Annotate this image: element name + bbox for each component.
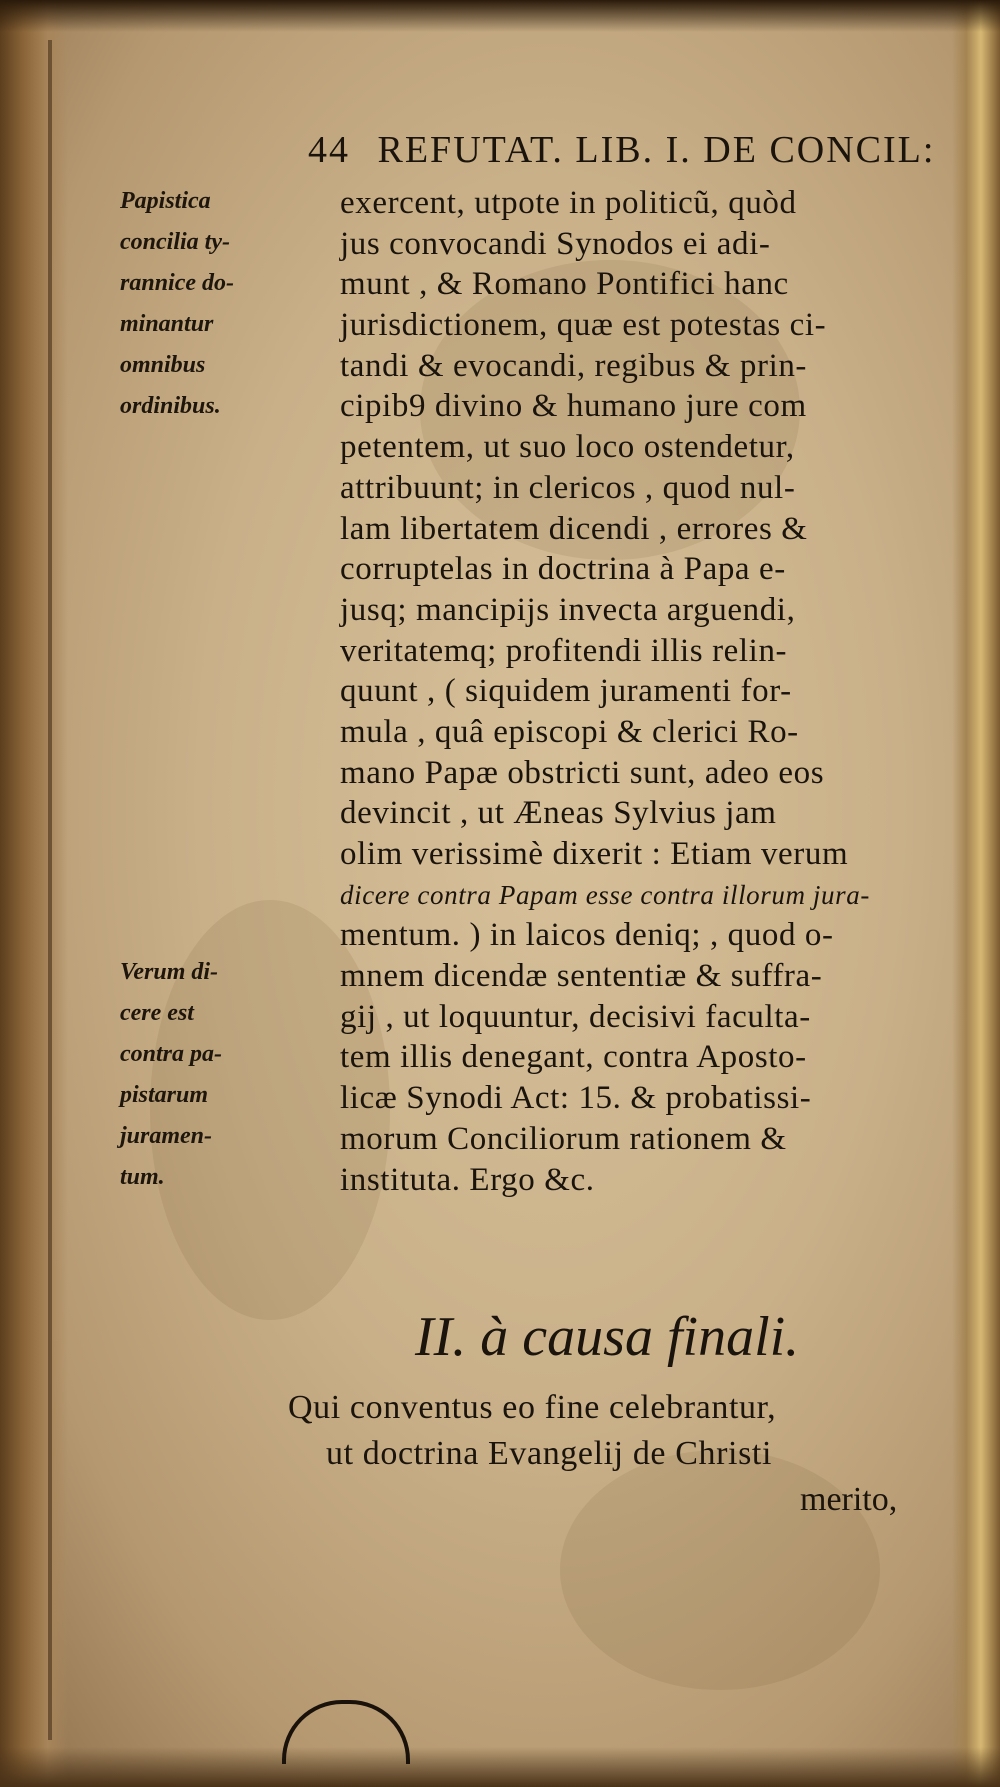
body-line: devincit , ut Æneas Sylvius jam	[340, 795, 777, 832]
body-line: mano Papæ obstricti sunt, adeo eos	[340, 754, 825, 791]
margin-note-papistica	[120, 181, 300, 427]
body-line: gij , ut loquuntur, decisivi faculta-	[340, 998, 811, 1035]
body-line: exercent, utpote in politicũ, quòd	[340, 185, 797, 221]
section-heading: II. à causa finali.	[415, 1306, 800, 1368]
body-line: mnem dicendæ sententiæ & suffra-	[340, 958, 823, 995]
margin-note-line: Papistica	[120, 188, 211, 214]
body-line: jusq; mancipijs invecta arguendi,	[340, 591, 796, 628]
margin-note-line: juramen-	[120, 1123, 213, 1149]
margin-note-line: pistarum	[120, 1082, 209, 1108]
body-line: tandi & evocandi, regibus & prin-	[340, 347, 808, 384]
body-line: licæ Synodi Act: 15. & probatissi-	[340, 1080, 812, 1117]
body-line-quote: dicere contra Papam esse contra illorum jura-	[340, 879, 870, 910]
body-line: mentum. ) in laicos deniq; , quod o-	[340, 917, 834, 954]
book-binding-shadow	[0, 0, 68, 1787]
top-shadow	[0, 0, 1000, 32]
body-line: veritatemq; profitendi illis relin-	[340, 632, 788, 669]
body-line: corruptelas in doctrina à Papa e-	[340, 551, 786, 588]
body-line: quunt , ( siquidem juramenti for-	[340, 673, 792, 710]
margin-note-verum	[120, 952, 300, 1198]
margin-note-line: rannice do-	[120, 270, 234, 296]
margin-note-line: cere est	[120, 1000, 194, 1026]
body-line: mula , quâ episcopi & clerici Ro-	[340, 713, 799, 750]
body-line: attribuunt; in clericos , quod nul-	[340, 469, 796, 506]
margin-note-line: contra pa-	[120, 1041, 222, 1067]
body-line: tem illis denegant, contra Aposto-	[340, 1039, 807, 1076]
margin-note-line: ordinibus.	[120, 393, 221, 419]
body-line: munt , & Romano Pontifici hanc	[340, 266, 789, 303]
margin-note-line: omnibus	[120, 352, 206, 378]
margin-note-line: tum.	[120, 1164, 165, 1190]
body-text	[340, 183, 960, 1200]
paragraph	[288, 1385, 968, 1477]
body-line: jus convocandi Synodos ei adi-	[340, 225, 771, 262]
body-line: instituta. Ergo &c.	[340, 1161, 595, 1198]
gutter-line	[48, 40, 52, 1740]
margin-note-line: Verum di-	[120, 959, 219, 985]
paragraph-line: ut doctrina Evangelij de Christi	[326, 1435, 772, 1472]
bottom-shadow	[0, 1747, 1000, 1787]
body-line: petentem, ut suo loco ostendetur,	[340, 429, 795, 466]
page-number: 44	[308, 129, 350, 171]
body-line: cipib9 divino & humano jure com	[340, 388, 807, 425]
body-line: olim verissimè dixerit : Etiam verum	[340, 836, 849, 872]
running-header	[308, 128, 948, 172]
running-title: REFUTAT. LIB. I. DE CONCIL:	[377, 129, 936, 171]
page-arch-mark	[282, 1700, 410, 1764]
body-line: lam libertatem dicendi , errores &	[340, 510, 808, 547]
margin-note-line: minantur	[120, 311, 214, 337]
margin-note-line: concilia ty-	[120, 229, 230, 255]
body-line: morum Conciliorum rationem &	[340, 1120, 787, 1157]
catchword: merito,	[800, 1481, 898, 1518]
paragraph-line: Qui conventus eo fine celebrantur,	[288, 1389, 777, 1426]
body-line: jurisdictionem, quæ est potestas ci-	[340, 307, 827, 344]
